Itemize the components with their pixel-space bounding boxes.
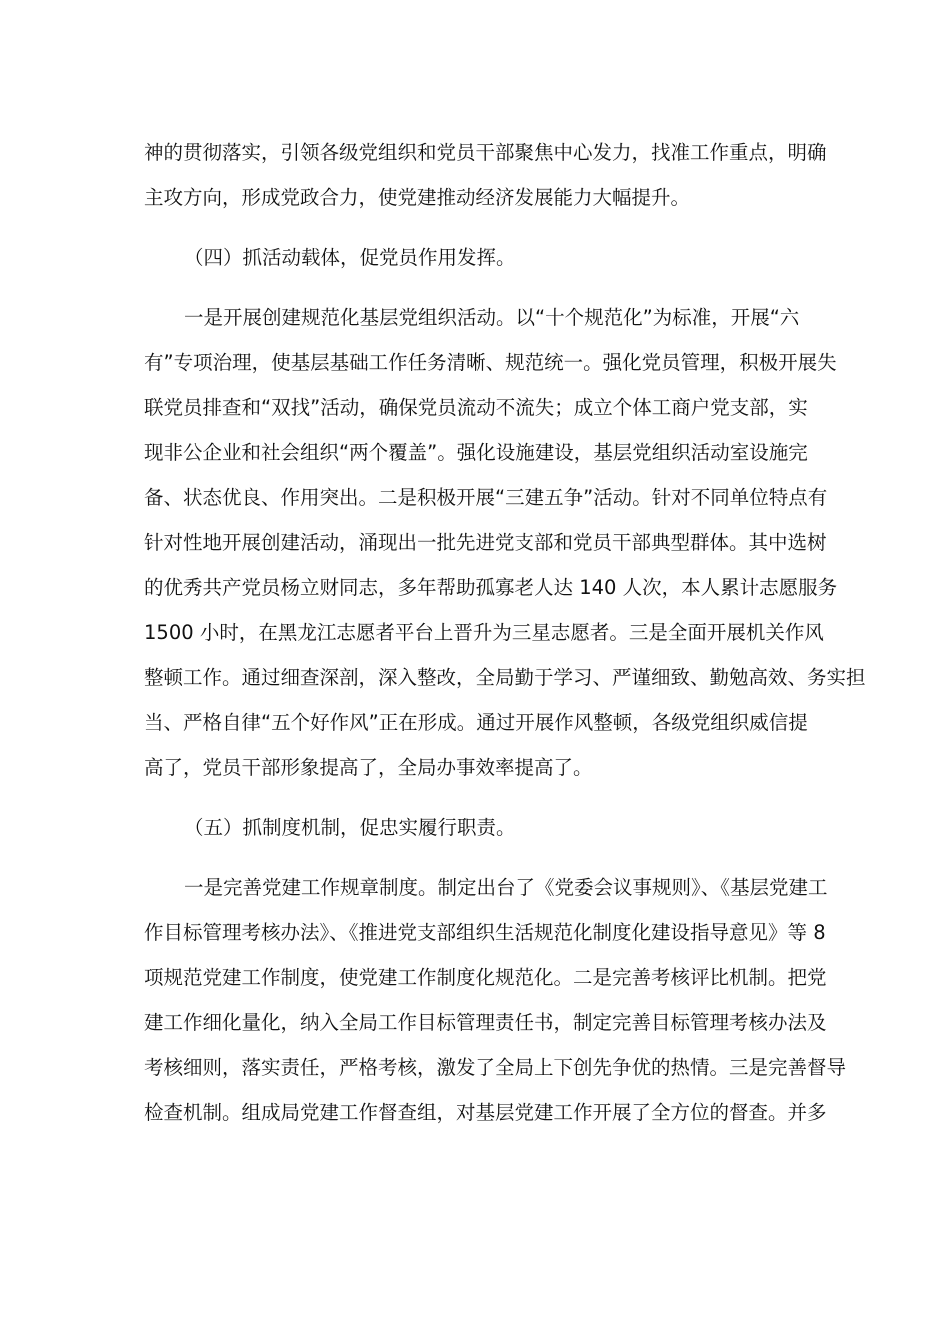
text-line: 联党员排查和“双找”活动，确保党员流动不流失；成立个体工商户党支部，实 [144,396,808,419]
paragraph-activities [144,295,866,790]
text-line: 项规范党建工作制度，使党建工作制度化规范化。二是完善考核评比机制。把党 [144,966,827,989]
text-line: 1500 小时，在黑龙江志愿者平台上晋升为三星志愿者。三是全面开展机关作风 [144,621,824,644]
text-line: 作目标管理考核办法》、《推进党支部组织生活规范化制度化建设指导意见》等 8 [144,921,826,944]
text-line: 高了，党员干部形象提高了，全局办事效率提高了。 [144,756,593,779]
text-line: 一是完善党建工作规章制度。制定出台了《党委会议事规则》、《基层党建工 [184,876,828,899]
text-line: 的优秀共产党员杨立财同志，多年帮助孤寡老人达 140 人次，本人累计志愿服务 [144,576,838,599]
paragraph-systems [144,865,847,1135]
section-heading: （四）抓活动载体，促党员作用发挥。 [184,246,516,269]
text-line: 现非公企业和社会组织“两个覆盖”。强化设施建设，基层党组织活动室设施完 [144,441,808,464]
text-line: 针对性地开展创建活动，涌现出一批先进党支部和党员干部典型群体。其中选树 [144,531,827,554]
section-heading-5 [144,805,808,850]
text-line: 主攻方向，形成党政合力，使党建推动经济发展能力大幅提升。 [144,186,691,209]
text-line: 神的贯彻落实，引领各级党组织和党员干部聚焦中心发力，找准工作重点，明确 [144,141,827,164]
text-line: 考核细则，落实责任，严格考核，激发了全局上下创先争优的热情。三是完善督导 [144,1056,847,1079]
section-heading-4 [144,235,808,280]
text-line: 一是开展创建规范化基层党组织活动。以“十个规范化”为标准，开展“六 [184,306,800,329]
text-line: 有”专项治理，使基层基础工作任务清晰、规范统一。强化党员管理，积极开展失 [144,351,837,374]
section-heading: （五）抓制度机制，促忠实履行职责。 [184,816,516,839]
text-line: 备、状态优良、作用突出。二是积极开展“三建五争”活动。针对不同单位特点有 [144,486,828,509]
paragraph-continuation [144,130,827,220]
text-line: 当、严格自律“五个好作风”正在形成。通过开展作风整顿，各级党组织威信提 [144,711,808,734]
document-body [144,130,866,1135]
text-line: 建工作细化量化，纳入全局工作目标管理责任书，制定完善目标管理考核办法及 [144,1011,827,1034]
text-line: 检查机制。组成局党建工作督查组，对基层党建工作开展了全方位的督查。并多 [144,1101,827,1124]
text-line: 整顿工作。通过细查深剖，深入整改，全局勤于学习、严谨细致、勤勉高效、务实担 [144,666,866,689]
